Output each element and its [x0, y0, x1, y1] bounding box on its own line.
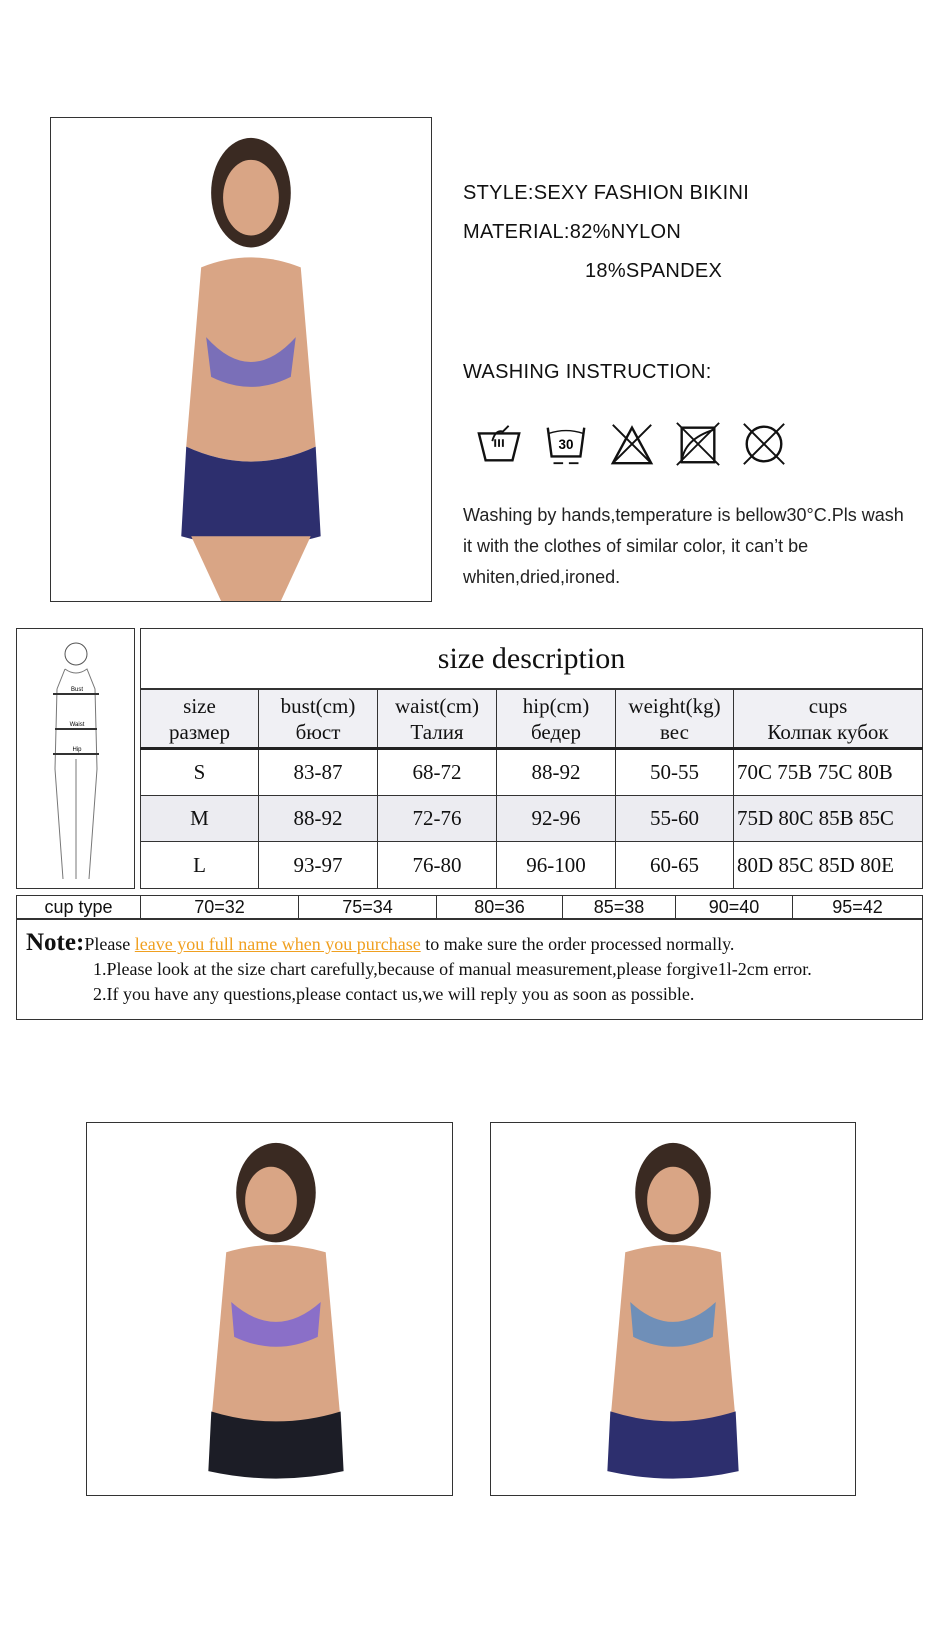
cup-type-value: 70=32 — [141, 896, 299, 920]
cell: 92-96 — [497, 795, 616, 842]
no-bleach-icon — [608, 420, 656, 468]
cell: 60-65 — [616, 842, 734, 889]
size-table-header — [141, 689, 923, 748]
cup-type-value: 85=38 — [563, 896, 676, 920]
header-hip: hip(cm) бедер — [497, 689, 616, 748]
body-measurement-figure — [16, 628, 135, 889]
svg-text:Hip: Hip — [72, 747, 82, 753]
cell: L — [141, 842, 259, 889]
cell: 70C 75B 75C 80B — [734, 748, 923, 795]
washing-title: WASHING INSTRUCTION: — [463, 361, 712, 383]
cell: 72-76 — [378, 795, 497, 842]
cell: S — [141, 748, 259, 795]
product-photo-navy — [490, 1122, 856, 1496]
cell: 50-55 — [616, 748, 734, 795]
header-weight: weight(kg) вес — [616, 689, 734, 748]
washing-description: Washing by hands,temperature is bellow30°C.Pls wash it with the clothes of similar color, it can’t be whiten,dried,ironed. — [463, 505, 904, 587]
no-tumble-dry-icon — [674, 420, 722, 468]
material-spec: MATERIAL:82%NYLON — [463, 221, 682, 243]
no-dry-clean-icon — [740, 420, 788, 468]
table-row — [141, 795, 923, 842]
cup-type-label: cup type — [17, 896, 141, 920]
wash-30-icon — [542, 420, 590, 468]
style-spec: STYLE:SEXY FASHION BIKINI — [463, 182, 750, 204]
product-photo-main — [50, 117, 432, 602]
model-illustration — [51, 118, 431, 601]
table-row — [141, 748, 923, 795]
size-table — [140, 628, 923, 889]
cell: 88-92 — [259, 795, 378, 842]
header-bust: bust(cm) бюст — [259, 689, 378, 748]
cell: 68-72 — [378, 748, 497, 795]
header-waist: waist(cm) Талия — [378, 689, 497, 748]
header-size: size размер — [141, 689, 259, 748]
cell: 96-100 — [497, 842, 616, 889]
cell: 93-97 — [259, 842, 378, 889]
hand-wash-icon — [476, 420, 524, 468]
cell: 88-92 — [497, 748, 616, 795]
product-photo-black — [86, 1122, 453, 1496]
cell: 75D 80C 85B 85C — [734, 795, 923, 842]
note-label: Note: — [26, 929, 85, 956]
size-table-title: size description — [141, 629, 923, 690]
svg-text:Waist: Waist — [69, 722, 85, 728]
note-box — [16, 918, 923, 1020]
material-spec-2: 18%SPANDEX — [585, 260, 723, 282]
cup-type-value: 90=40 — [676, 896, 793, 920]
note-highlight: leave you full name when you purchase — [134, 934, 421, 954]
cell: M — [141, 795, 259, 842]
cell: 76-80 — [378, 842, 497, 889]
table-row — [141, 842, 923, 889]
cup-type-value: 95=42 — [793, 896, 923, 920]
care-icons — [476, 420, 788, 468]
note-line-1: 1.Please look at the size chart carefully,because of manual measurement,please forgive1l-2cm error. — [93, 959, 812, 979]
note-line-main: Note:Please leave you full name when you purchase to make sure the order processed normally. — [26, 929, 735, 956]
header-cups: cups Колпак кубок — [734, 689, 923, 748]
svg-text:Bust: Bust — [70, 687, 84, 693]
note-line-2: 2.If you have any questions,please contact us,we will reply you as soon as possible. — [93, 984, 695, 1004]
cup-type-value: 80=36 — [437, 896, 563, 920]
cell: 83-87 — [259, 748, 378, 795]
svg-text:30: 30 — [558, 436, 574, 452]
cell: 55-60 — [616, 795, 734, 842]
cup-type-value: 75=34 — [299, 896, 437, 920]
cup-type-table — [16, 895, 923, 920]
cell: 80D 85C 85D 80E — [734, 842, 923, 889]
